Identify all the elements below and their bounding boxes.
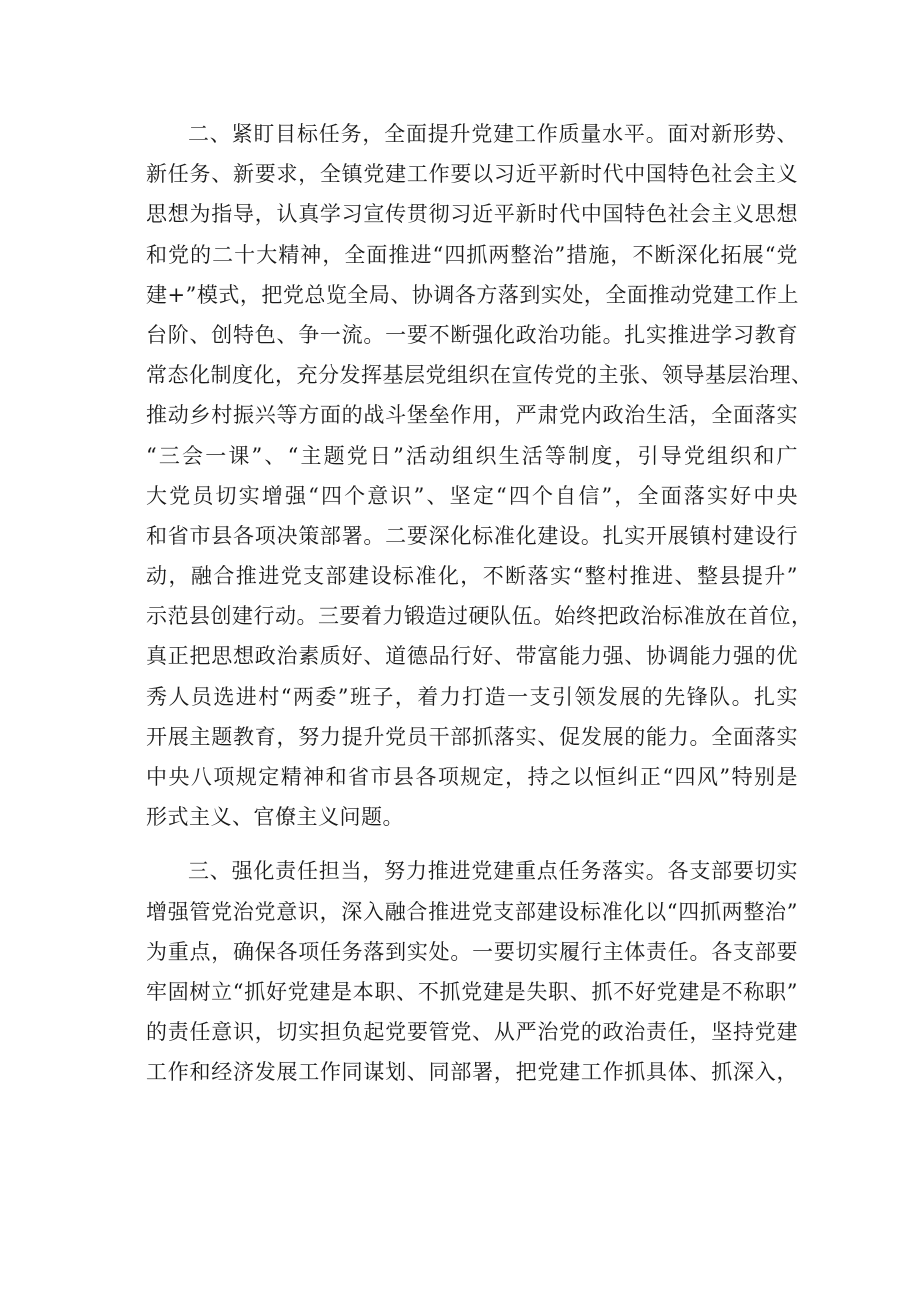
- paragraph-3: [146, 851, 798, 1092]
- paragraph-line: 大党员切实增强“四个意识”、坚定“四个自信”，全面落实好中央: [146, 483, 798, 508]
- paragraph-line: 的责任意识，切实担负起党要管党、从严治党的政治责任，坚持党建: [146, 1020, 798, 1045]
- paragraph-line: 二、紧盯目标任务，全面提升党建工作质量水平。面对新形势、: [188, 122, 798, 146]
- paragraph-line: 和省市县各项决策部署。二要深化标准化建设。扎实开展镇村建设行: [146, 523, 798, 548]
- paragraph-line: 建+”模式，把党总览全局、协调各方落到实处，全面推动党建工作上: [146, 282, 799, 307]
- paragraph-spacer: [146, 837, 798, 851]
- document-body: [146, 114, 813, 1093]
- paragraph-line: 和党的二十大精神，全面推进“四抓两整治”措施，不断深化拓展“党: [146, 242, 798, 267]
- paragraph-line: 中央八项规定精神和省市县各项规定，持之以恒纠正“四风”特别是: [146, 765, 798, 789]
- paragraph-line: 新任务、新要求，全镇党建工作要以习近平新时代中国特色社会主义: [146, 162, 798, 187]
- paragraph-2: [146, 114, 813, 837]
- paragraph-line: 牢固树立“抓好党建是本职、不抓党建是失职、抓不好党建是不称职”: [146, 979, 798, 1004]
- paragraph-line: “三会一课”、“主题党日”活动组织生活等制度，引导党组织和广: [146, 443, 798, 468]
- paragraph-line: 为重点，确保各项任务落到实处。一要切实履行主体责任。各支部要: [146, 939, 798, 964]
- paragraph-line: 工作和经济发展工作同谋划、同部署，把党建工作抓具体、抓深入，: [146, 1060, 798, 1085]
- paragraph-line: 增强管党治党意识，深入融合推进党支部建设标准化以“四抓两整治”: [146, 899, 798, 924]
- paragraph-line: 推动乡村振兴等方面的战斗堡垒作用，严肃党内政治生活，全面落实: [146, 403, 798, 428]
- paragraph-line: 常态化制度化，充分发挥基层党组织在宣传党的主张、领导基层治理、: [146, 363, 813, 388]
- paragraph-line: 台阶、创特色、争一流。一要不断强化政治功能。扎实推进学习教育: [146, 322, 798, 347]
- paragraph-line: 三、强化责任担当，努力推进党建重点任务落实。各支部要切实: [188, 859, 798, 884]
- paragraph-line: 形式主义、官僚主义问题。: [146, 805, 404, 830]
- paragraph-line: 秀人员选进村“两委”班子，着力打造一支引领发展的先锋队。扎实: [146, 684, 798, 709]
- paragraph-line: 动，融合推进党支部建设标准化，不断落实“整村推进、整县提升”: [146, 564, 798, 589]
- paragraph-line: 示范县创建行动。三要着力锻造过硬队伍。始终把政治标准放在首位，: [146, 604, 813, 629]
- paragraph-line: 思想为指导，认真学习宣传贯彻习近平新时代中国特色社会主义思想: [146, 202, 798, 227]
- paragraph-line: 真正把思想政治素质好、道德品行好、带富能力强、协调能力强的优: [146, 644, 798, 669]
- paragraph-line: 开展主题教育，努力提升党员干部抓落实、促发展的能力。全面落实: [146, 724, 798, 749]
